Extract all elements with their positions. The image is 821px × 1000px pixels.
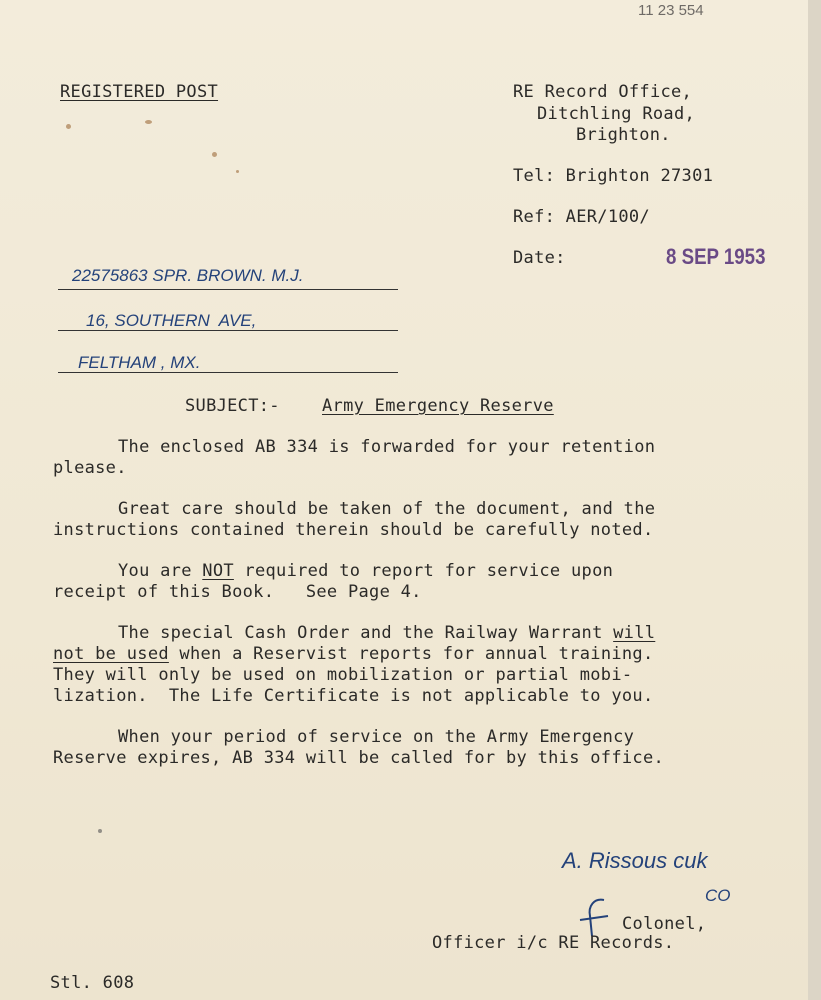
not-be-used-emphasis: not be used <box>53 644 169 664</box>
sender-line-2: Ditchling Road, <box>537 104 696 124</box>
colonel-label: Colonel, <box>622 914 707 934</box>
stain-spot <box>145 120 152 124</box>
will-emphasis: will <box>613 623 656 643</box>
footer-code: Stl. 608 <box>50 973 135 993</box>
recipient-rule-1 <box>58 289 398 290</box>
date-label: Date: <box>513 248 566 268</box>
sender-line-3: Brighton. <box>576 125 671 145</box>
stain-spot <box>212 152 217 157</box>
paragraph-1-line-1: The enclosed AB 334 is forwarded for your retention <box>118 437 656 457</box>
date-stamp: 8 SEP 1953 <box>666 244 766 269</box>
handwritten-signature: A. Rissous cuk <box>562 848 708 873</box>
sender-ref: Ref: AER/100/ <box>513 207 650 227</box>
paragraph-3-line-1: You are NOT required to report for service upon <box>118 561 614 581</box>
paragraph-4-line-2: not be used when a Reservist reports for annual training. <box>53 644 654 664</box>
recipient-line-3: FELTHAM , MX. <box>78 353 201 372</box>
recipient-line-2: 16, SOUTHERN AVE, <box>86 311 257 330</box>
paragraph-2-line-1: Great care should be taken of the document, and the <box>118 499 656 519</box>
page-edge <box>808 0 821 1000</box>
not-emphasis: NOT <box>202 561 234 581</box>
stain-spot <box>98 829 102 833</box>
officer-title: Officer i/c RE Records. <box>432 933 675 953</box>
sender-tel: Tel: Brighton 27301 <box>513 166 714 186</box>
stain-spot <box>66 124 71 129</box>
paragraph-3-line-2: receipt of this Book. See Page 4. <box>53 582 422 602</box>
paragraph-1-line-2: please. <box>53 458 127 478</box>
subject-text: Army Emergency Reserve <box>322 396 554 416</box>
co-note: CO <box>705 886 731 905</box>
recipient-rule-2 <box>58 330 398 331</box>
recipient-line-1: 22575863 SPR. BROWN. M.J. <box>72 266 304 285</box>
paragraph-2-line-2: instructions contained therein should be carefully noted. <box>53 520 654 540</box>
subject-label: SUBJECT:- <box>185 396 280 416</box>
recipient-rule-3 <box>58 372 398 373</box>
paragraph-5-line-1: When your period of service on the Army Emergency <box>118 727 635 747</box>
archive-number: 11 23 554 <box>638 2 704 19</box>
sender-line-1: RE Record Office, <box>513 82 693 102</box>
stain-spot <box>236 170 239 173</box>
paragraph-5-line-2: Reserve expires, AB 334 will be called for by this office. <box>53 748 665 768</box>
paragraph-4-line-1: The special Cash Order and the Railway Warrant will <box>118 623 656 643</box>
registered-post-label: REGISTERED POST <box>60 82 219 102</box>
paragraph-4-line-4: lization. The Life Certificate is not applicable to you. <box>53 686 654 706</box>
paragraph-4-line-3: They will only be used on mobilization or partial mobi- <box>53 665 633 685</box>
